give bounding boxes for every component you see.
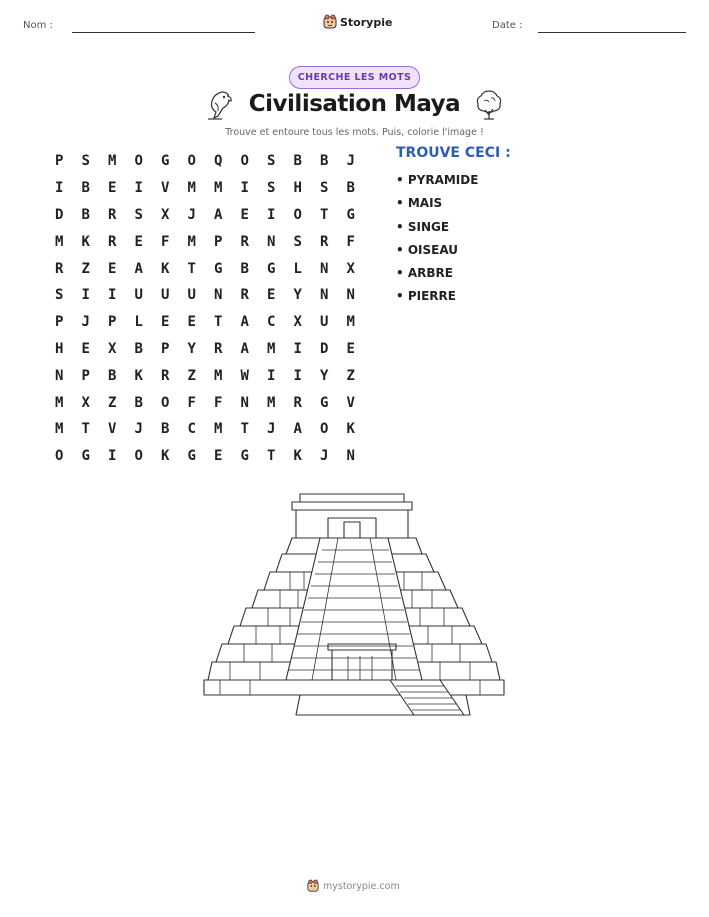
grid-row xyxy=(46,309,364,336)
letter-grid xyxy=(46,148,364,470)
grid-cell: J xyxy=(346,153,355,170)
grid-cell: I xyxy=(267,206,276,223)
grid-row xyxy=(46,255,364,282)
grid-cell: S xyxy=(134,206,143,223)
word-list-item: • SINGE xyxy=(396,219,450,234)
date-line xyxy=(538,32,686,33)
grid-cell: B xyxy=(134,394,143,411)
grid-cell: Z xyxy=(346,367,355,384)
grid-cell: Y xyxy=(320,367,329,384)
grid-cell: R xyxy=(108,206,117,223)
grid-cell: R xyxy=(214,340,223,357)
grid-cell: E xyxy=(267,287,276,304)
grid-cell: E xyxy=(81,340,90,357)
grid-cell: A xyxy=(134,260,143,277)
grid-cell: B xyxy=(108,367,117,384)
grid-cell: P xyxy=(161,340,170,357)
grid-cell: G xyxy=(240,448,249,465)
grid-cell: V xyxy=(161,180,170,197)
grid-cell: N xyxy=(346,448,355,465)
grid-cell: I xyxy=(240,180,249,197)
grid-row xyxy=(46,336,364,363)
grid-cell: L xyxy=(293,260,302,277)
pyramid-illustration xyxy=(200,490,508,722)
grid-cell: N xyxy=(214,287,223,304)
grid-cell: Y xyxy=(187,340,196,357)
grid-cell: N xyxy=(320,287,329,304)
grid-row xyxy=(46,362,364,389)
grid-cell: B xyxy=(346,180,355,197)
grid-cell: P xyxy=(55,314,64,331)
grid-cell: N xyxy=(346,287,355,304)
grid-cell: I xyxy=(293,340,302,357)
grid-cell: I xyxy=(81,287,90,304)
grid-cell: R xyxy=(320,233,329,250)
grid-cell: M xyxy=(214,367,223,384)
grid-cell: K xyxy=(293,448,302,465)
grid-cell: S xyxy=(293,233,302,250)
grid-cell: U xyxy=(134,287,143,304)
grid-cell: M xyxy=(214,421,223,438)
grid-cell: P xyxy=(55,153,64,170)
grid-cell: O xyxy=(134,153,143,170)
storypie-logo-icon xyxy=(307,879,319,893)
word-list xyxy=(396,172,478,312)
grid-row xyxy=(46,202,364,229)
grid-cell: K xyxy=(161,448,170,465)
grid-cell: S xyxy=(267,153,276,170)
word-list-item: • ARBRE xyxy=(396,266,453,281)
grid-cell: X xyxy=(108,340,117,357)
grid-cell: I xyxy=(108,287,117,304)
grid-cell: O xyxy=(187,153,196,170)
grid-cell: T xyxy=(267,448,276,465)
grid-cell: T xyxy=(240,421,249,438)
grid-row xyxy=(46,282,364,309)
grid-cell: T xyxy=(81,421,90,438)
grid-row xyxy=(46,228,364,255)
grid-cell: B xyxy=(320,153,329,170)
grid-cell: M xyxy=(108,153,117,170)
grid-cell: B xyxy=(293,153,302,170)
grid-cell: D xyxy=(55,206,64,223)
grid-cell: M xyxy=(346,314,355,331)
grid-cell: K xyxy=(161,260,170,277)
grid-cell: P xyxy=(81,367,90,384)
grid-row xyxy=(46,175,364,202)
word-list-item: • PYRAMIDE xyxy=(396,173,479,187)
grid-cell: L xyxy=(134,314,143,331)
word-list-item: • PIERRE xyxy=(396,289,456,304)
grid-cell: M xyxy=(55,233,64,250)
grid-cell: Y xyxy=(293,287,302,304)
grid-cell: I xyxy=(134,180,143,197)
grid-cell: K xyxy=(134,367,143,384)
grid-cell: O xyxy=(161,394,170,411)
grid-cell: F xyxy=(346,233,355,250)
grid-cell: A xyxy=(240,340,249,357)
grid-row xyxy=(46,443,364,470)
grid-cell: M xyxy=(187,180,196,197)
grid-cell: E xyxy=(214,448,223,465)
grid-cell: B xyxy=(240,260,249,277)
name-line xyxy=(72,32,255,33)
grid-cell: O xyxy=(293,206,302,223)
grid-cell: R xyxy=(240,287,249,304)
grid-row xyxy=(46,389,364,416)
grid-cell: Q xyxy=(214,153,223,170)
grid-cell: S xyxy=(320,180,329,197)
page-title: Civilisation Maya xyxy=(248,91,461,117)
tree-icon xyxy=(475,88,503,122)
grid-cell: U xyxy=(320,314,329,331)
grid-cell: G xyxy=(161,153,170,170)
grid-cell: C xyxy=(187,421,196,438)
grid-cell: Z xyxy=(187,367,196,384)
grid-cell: B xyxy=(81,180,90,197)
grid-cell: N xyxy=(55,367,64,384)
grid-cell: X xyxy=(293,314,302,331)
grid-cell: J xyxy=(134,421,143,438)
grid-cell: M xyxy=(267,340,276,357)
grid-cell: R xyxy=(293,394,302,411)
grid-cell: Z xyxy=(108,394,117,411)
grid-cell: E xyxy=(346,340,355,357)
name-label: Nom : xyxy=(23,20,53,31)
grid-cell: O xyxy=(55,448,64,465)
grid-cell: O xyxy=(134,448,143,465)
footer xyxy=(307,879,400,893)
grid-cell: X xyxy=(161,206,170,223)
word-list-title: TROUVE CECI : xyxy=(396,145,511,161)
grid-cell: M xyxy=(55,421,64,438)
grid-cell: B xyxy=(134,340,143,357)
grid-cell: R xyxy=(240,233,249,250)
grid-cell: F xyxy=(214,394,223,411)
grid-cell: I xyxy=(293,367,302,384)
grid-row xyxy=(46,416,364,443)
grid-cell: W xyxy=(240,367,249,384)
grid-cell: N xyxy=(320,260,329,277)
grid-cell: A xyxy=(214,206,223,223)
grid-cell: D xyxy=(320,340,329,357)
grid-cell: U xyxy=(187,287,196,304)
grid-cell: K xyxy=(346,421,355,438)
grid-cell: X xyxy=(346,260,355,277)
grid-cell: R xyxy=(108,233,117,250)
grid-cell: G xyxy=(346,206,355,223)
grid-cell: B xyxy=(161,421,170,438)
grid-cell: S xyxy=(81,153,90,170)
grid-cell: U xyxy=(161,287,170,304)
date-label: Date : xyxy=(492,20,523,31)
storypie-logo-icon xyxy=(323,14,337,30)
grid-cell: P xyxy=(214,233,223,250)
grid-cell: G xyxy=(267,260,276,277)
grid-cell: I xyxy=(55,180,64,197)
grid-cell: V xyxy=(346,394,355,411)
grid-cell: F xyxy=(187,394,196,411)
grid-cell: E xyxy=(161,314,170,331)
grid-cell: E xyxy=(134,233,143,250)
grid-cell: G xyxy=(81,448,90,465)
grid-cell: N xyxy=(240,394,249,411)
category-badge: CHERCHE LES MOTS xyxy=(289,66,420,89)
brand-name: Storypie xyxy=(340,15,393,29)
grid-cell: F xyxy=(161,233,170,250)
footer-url: mystorypie.com xyxy=(323,880,400,892)
grid-cell: I xyxy=(267,367,276,384)
grid-cell: E xyxy=(240,206,249,223)
grid-row xyxy=(46,148,364,175)
grid-cell: G xyxy=(320,394,329,411)
grid-cell: S xyxy=(267,180,276,197)
grid-cell: T xyxy=(214,314,223,331)
grid-cell: M xyxy=(187,233,196,250)
grid-cell: P xyxy=(108,314,117,331)
grid-cell: T xyxy=(187,260,196,277)
grid-cell: T xyxy=(320,206,329,223)
grid-cell: R xyxy=(55,260,64,277)
grid-cell: A xyxy=(293,421,302,438)
grid-cell: V xyxy=(108,421,117,438)
word-list-item: • MAIS xyxy=(396,196,443,211)
grid-cell: J xyxy=(320,448,329,465)
brand-header xyxy=(323,14,392,30)
grid-cell: X xyxy=(81,394,90,411)
grid-cell: N xyxy=(267,233,276,250)
grid-cell: O xyxy=(320,421,329,438)
grid-cell: E xyxy=(108,260,117,277)
grid-cell: M xyxy=(214,180,223,197)
grid-cell: Z xyxy=(81,260,90,277)
grid-cell: J xyxy=(187,206,196,223)
grid-cell: G xyxy=(187,448,196,465)
instructions: Trouve et entoure tous les mots. Puis, colorie l'image ! xyxy=(225,127,484,138)
grid-cell: A xyxy=(240,314,249,331)
grid-cell: H xyxy=(293,180,302,197)
grid-cell: K xyxy=(81,233,90,250)
grid-cell: M xyxy=(55,394,64,411)
grid-cell: H xyxy=(55,340,64,357)
grid-cell: E xyxy=(187,314,196,331)
grid-cell: B xyxy=(81,206,90,223)
grid-cell: O xyxy=(240,153,249,170)
grid-cell: J xyxy=(81,314,90,331)
grid-cell: C xyxy=(267,314,276,331)
grid-cell: S xyxy=(55,287,64,304)
grid-cell: I xyxy=(108,448,117,465)
grid-cell: E xyxy=(108,180,117,197)
grid-cell: J xyxy=(267,421,276,438)
word-list-item: • OISEAU xyxy=(396,242,459,257)
grid-cell: R xyxy=(161,367,170,384)
grid-cell: M xyxy=(267,394,276,411)
grid-cell: G xyxy=(214,260,223,277)
